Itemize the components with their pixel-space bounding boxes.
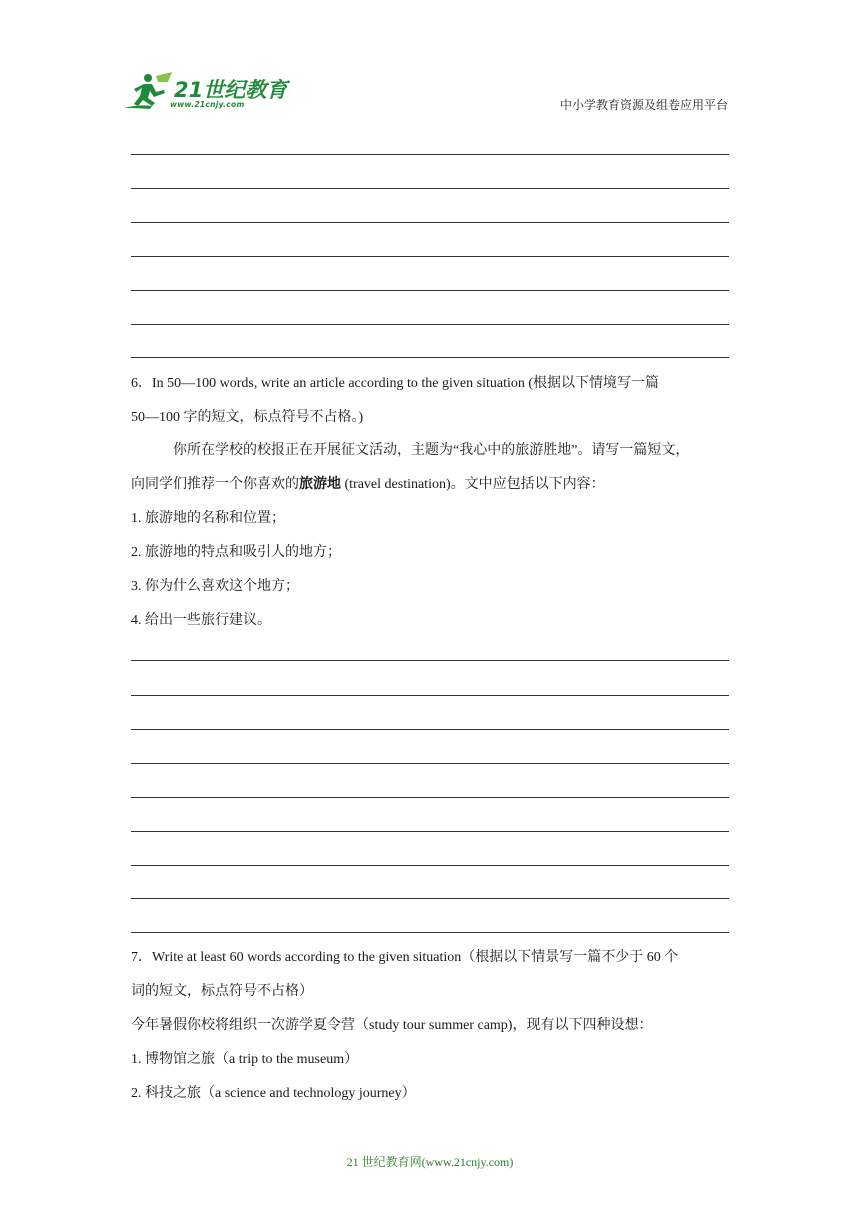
q6-para-text: 向同学们推荐一个你喜欢的 bbox=[131, 477, 299, 492]
page-footer: 21 世纪教育网(www.21cnjy.com) bbox=[346, 1155, 514, 1169]
answer-line bbox=[131, 357, 729, 358]
answer-line bbox=[131, 324, 729, 325]
platform-text: 中小学教育资源及组卷应用平台 bbox=[559, 98, 728, 112]
site-logo bbox=[122, 70, 292, 114]
answer-line bbox=[131, 290, 729, 291]
q6-paragraph-line-1: 你所在学校的校报正在开展征文活动，主题为“我心中的旅游胜地”。请写一篇短文， bbox=[173, 443, 690, 458]
logo-wordmark: 21世纪教育 bbox=[174, 78, 288, 102]
q6-item: 3. 你为什么喜欢这个地方； bbox=[131, 579, 299, 594]
q6-para-text-tail: (travel destination)。文中应包括以下内容： bbox=[341, 477, 605, 492]
answer-line bbox=[131, 797, 729, 798]
logo-url: www.21cnjy.com bbox=[170, 100, 245, 109]
q6-paragraph-line-2 bbox=[131, 475, 729, 495]
answer-line bbox=[131, 898, 729, 899]
answer-line bbox=[131, 831, 729, 832]
answer-line bbox=[131, 695, 729, 696]
answer-line bbox=[131, 154, 729, 155]
q7-item: 2. 科技之旅（a science and technology journey） bbox=[131, 1086, 416, 1101]
runner-logo-icon bbox=[122, 70, 176, 114]
answer-line bbox=[131, 932, 729, 933]
answer-line bbox=[131, 865, 729, 866]
q6-item: 1. 旅游地的名称和位置； bbox=[131, 511, 285, 526]
q6-bold-keyword: 旅游地 bbox=[299, 477, 341, 492]
q7-item: 1. 博物馆之旅（a trip to the museum） bbox=[131, 1052, 359, 1067]
answer-line bbox=[131, 256, 729, 257]
q7-prompt-line-1: 7．Write at least 60 words according to the given situation（根据以下情景写一篇不少于 60 个 bbox=[131, 950, 679, 965]
answer-line bbox=[131, 222, 729, 223]
answer-line bbox=[131, 188, 729, 189]
q6-prompt-line-1: 6．In 50—100 words, write an article according to the given situation (根据以下情境写一篇 bbox=[131, 376, 660, 391]
q6-item: 4. 给出一些旅行建议。 bbox=[131, 613, 271, 628]
answer-line bbox=[131, 729, 729, 730]
answer-line bbox=[131, 660, 729, 661]
q7-prompt-line-2: 词的短文，标点符号不占格） bbox=[131, 984, 313, 999]
q6-prompt-line-2: 50—100 字的短文，标点符号不占格。) bbox=[131, 410, 364, 425]
q7-paragraph-line-1: 今年暑假你校将组织一次游学夏令营（study tour summer camp)，现有以下四种设想： bbox=[131, 1018, 653, 1033]
q6-item: 2. 旅游地的特点和吸引人的地方； bbox=[131, 545, 341, 560]
answer-line bbox=[131, 763, 729, 764]
